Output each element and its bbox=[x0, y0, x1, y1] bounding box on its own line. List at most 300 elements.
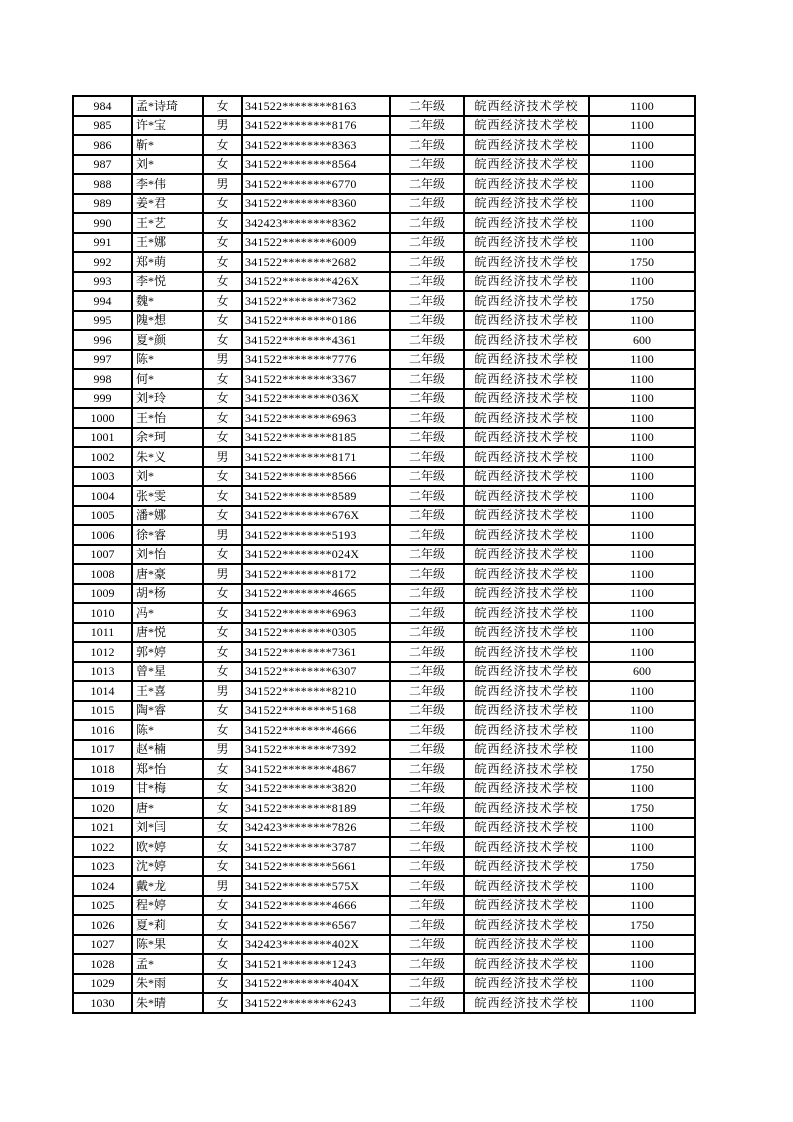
school-cell: 皖西经济技术学校 bbox=[464, 252, 589, 272]
school-cell: 皖西经济技术学校 bbox=[464, 525, 589, 545]
id-number-cell: 341522********4361 bbox=[242, 330, 390, 350]
gender-cell: 女 bbox=[203, 545, 242, 565]
grade-cell: 二年级 bbox=[390, 135, 464, 155]
amount-cell: 1100 bbox=[589, 974, 695, 994]
amount-cell: 1100 bbox=[589, 174, 695, 194]
grade-cell: 二年级 bbox=[390, 408, 464, 428]
gender-cell: 女 bbox=[203, 233, 242, 253]
gender-cell: 女 bbox=[203, 155, 242, 175]
gender-cell: 女 bbox=[203, 369, 242, 389]
amount-cell: 1100 bbox=[589, 584, 695, 604]
gender-cell: 女 bbox=[203, 642, 242, 662]
amount-cell: 1750 bbox=[589, 798, 695, 818]
table-row bbox=[73, 818, 695, 838]
grade-cell: 二年级 bbox=[390, 818, 464, 838]
grade-cell: 二年级 bbox=[390, 915, 464, 935]
gender-cell: 女 bbox=[203, 818, 242, 838]
name-cell: 甘*梅 bbox=[132, 779, 203, 799]
grade-cell: 二年级 bbox=[390, 311, 464, 331]
id-number-cell: 341522********8171 bbox=[242, 447, 390, 467]
amount-cell: 1100 bbox=[589, 155, 695, 175]
row-index-cell: 1016 bbox=[73, 720, 132, 740]
row-index-cell: 999 bbox=[73, 389, 132, 409]
gender-cell: 女 bbox=[203, 798, 242, 818]
row-index-cell: 988 bbox=[73, 174, 132, 194]
school-cell: 皖西经济技术学校 bbox=[464, 935, 589, 955]
name-cell: 王*娜 bbox=[132, 233, 203, 253]
school-cell: 皖西经济技术学校 bbox=[464, 662, 589, 682]
id-number-cell: 341522********7362 bbox=[242, 291, 390, 311]
table-row bbox=[73, 174, 695, 194]
name-cell: 郑*怡 bbox=[132, 759, 203, 779]
table-row bbox=[73, 330, 695, 350]
amount-cell: 1750 bbox=[589, 759, 695, 779]
amount-cell: 1100 bbox=[589, 272, 695, 292]
row-index-cell: 1007 bbox=[73, 545, 132, 565]
id-number-cell: 341522********6243 bbox=[242, 993, 390, 1013]
grade-cell: 二年级 bbox=[390, 194, 464, 214]
table-row bbox=[73, 720, 695, 740]
school-cell: 皖西经济技术学校 bbox=[464, 467, 589, 487]
table-row bbox=[73, 369, 695, 389]
school-cell: 皖西经济技术学校 bbox=[464, 155, 589, 175]
row-index-cell: 1019 bbox=[73, 779, 132, 799]
row-index-cell: 989 bbox=[73, 194, 132, 214]
name-cell: 夏*莉 bbox=[132, 915, 203, 935]
name-cell: 冯* bbox=[132, 603, 203, 623]
gender-cell: 男 bbox=[203, 525, 242, 545]
name-cell: 隗*想 bbox=[132, 311, 203, 331]
amount-cell: 1100 bbox=[589, 233, 695, 253]
gender-cell: 女 bbox=[203, 96, 242, 116]
id-number-cell: 341522********3820 bbox=[242, 779, 390, 799]
amount-cell: 1100 bbox=[589, 389, 695, 409]
name-cell: 唐*悦 bbox=[132, 623, 203, 643]
amount-cell: 1100 bbox=[589, 467, 695, 487]
gender-cell: 男 bbox=[203, 876, 242, 896]
grade-cell: 二年级 bbox=[390, 330, 464, 350]
id-number-cell: 341522********8163 bbox=[242, 96, 390, 116]
table-row bbox=[73, 311, 695, 331]
grade-cell: 二年级 bbox=[390, 486, 464, 506]
id-number-cell: 341522********6770 bbox=[242, 174, 390, 194]
grade-cell: 二年级 bbox=[390, 740, 464, 760]
id-number-cell: 341522********6009 bbox=[242, 233, 390, 253]
gender-cell: 女 bbox=[203, 701, 242, 721]
gender-cell: 女 bbox=[203, 486, 242, 506]
row-index-cell: 1026 bbox=[73, 915, 132, 935]
gender-cell: 男 bbox=[203, 740, 242, 760]
table-row bbox=[73, 467, 695, 487]
gender-cell: 女 bbox=[203, 720, 242, 740]
name-cell: 程*婷 bbox=[132, 896, 203, 916]
name-cell: 欧*婷 bbox=[132, 837, 203, 857]
school-cell: 皖西经济技术学校 bbox=[464, 350, 589, 370]
row-index-cell: 1022 bbox=[73, 837, 132, 857]
id-number-cell: 341522********8172 bbox=[242, 564, 390, 584]
row-index-cell: 992 bbox=[73, 252, 132, 272]
gender-cell: 女 bbox=[203, 428, 242, 448]
school-cell: 皖西经济技术学校 bbox=[464, 642, 589, 662]
name-cell: 李*伟 bbox=[132, 174, 203, 194]
grade-cell: 二年级 bbox=[390, 837, 464, 857]
gender-cell: 女 bbox=[203, 311, 242, 331]
id-number-cell: 341522********4666 bbox=[242, 896, 390, 916]
school-cell: 皖西经济技术学校 bbox=[464, 506, 589, 526]
table-row bbox=[73, 135, 695, 155]
grade-cell: 二年级 bbox=[390, 291, 464, 311]
row-index-cell: 998 bbox=[73, 369, 132, 389]
table-row bbox=[73, 954, 695, 974]
id-number-cell: 341522********036X bbox=[242, 389, 390, 409]
school-cell: 皖西经济技术学校 bbox=[464, 428, 589, 448]
id-number-cell: 341522********6963 bbox=[242, 603, 390, 623]
id-number-cell: 341522********3367 bbox=[242, 369, 390, 389]
grade-cell: 二年级 bbox=[390, 564, 464, 584]
school-cell: 皖西经济技术学校 bbox=[464, 798, 589, 818]
amount-cell: 1100 bbox=[589, 213, 695, 233]
row-index-cell: 1025 bbox=[73, 896, 132, 916]
school-cell: 皖西经济技术学校 bbox=[464, 486, 589, 506]
row-index-cell: 1003 bbox=[73, 467, 132, 487]
gender-cell: 女 bbox=[203, 603, 242, 623]
row-index-cell: 1011 bbox=[73, 623, 132, 643]
amount-cell: 1100 bbox=[589, 720, 695, 740]
name-cell: 郭*婷 bbox=[132, 642, 203, 662]
row-index-cell: 1018 bbox=[73, 759, 132, 779]
table-row bbox=[73, 213, 695, 233]
name-cell: 王*喜 bbox=[132, 681, 203, 701]
school-cell: 皖西经济技术学校 bbox=[464, 330, 589, 350]
row-index-cell: 1015 bbox=[73, 701, 132, 721]
grade-cell: 二年级 bbox=[390, 447, 464, 467]
id-number-cell: 341522********7392 bbox=[242, 740, 390, 760]
name-cell: 孟* bbox=[132, 954, 203, 974]
row-index-cell: 1004 bbox=[73, 486, 132, 506]
row-index-cell: 984 bbox=[73, 96, 132, 116]
school-cell: 皖西经济技术学校 bbox=[464, 389, 589, 409]
row-index-cell: 1006 bbox=[73, 525, 132, 545]
grade-cell: 二年级 bbox=[390, 155, 464, 175]
table-row bbox=[73, 428, 695, 448]
id-number-cell: 341522********0305 bbox=[242, 623, 390, 643]
gender-cell: 女 bbox=[203, 935, 242, 955]
gender-cell: 女 bbox=[203, 779, 242, 799]
gender-cell: 男 bbox=[203, 681, 242, 701]
name-cell: 靳* bbox=[132, 135, 203, 155]
name-cell: 戴*龙 bbox=[132, 876, 203, 896]
row-index-cell: 1013 bbox=[73, 662, 132, 682]
table-row bbox=[73, 759, 695, 779]
name-cell: 张*雯 bbox=[132, 486, 203, 506]
table-row bbox=[73, 857, 695, 877]
gender-cell: 女 bbox=[203, 993, 242, 1013]
amount-cell: 1100 bbox=[589, 116, 695, 136]
id-number-cell: 342423********8362 bbox=[242, 213, 390, 233]
row-index-cell: 1012 bbox=[73, 642, 132, 662]
name-cell: 陈* bbox=[132, 350, 203, 370]
name-cell: 赵*楠 bbox=[132, 740, 203, 760]
grade-cell: 二年级 bbox=[390, 876, 464, 896]
grade-cell: 二年级 bbox=[390, 681, 464, 701]
name-cell: 刘*玲 bbox=[132, 389, 203, 409]
amount-cell: 1100 bbox=[589, 545, 695, 565]
id-number-cell: 341522********426X bbox=[242, 272, 390, 292]
amount-cell: 1100 bbox=[589, 935, 695, 955]
school-cell: 皖西经济技术学校 bbox=[464, 545, 589, 565]
gender-cell: 女 bbox=[203, 837, 242, 857]
table-row bbox=[73, 564, 695, 584]
row-index-cell: 1024 bbox=[73, 876, 132, 896]
amount-cell: 1750 bbox=[589, 291, 695, 311]
school-cell: 皖西经济技术学校 bbox=[464, 213, 589, 233]
grade-cell: 二年级 bbox=[390, 720, 464, 740]
table-row bbox=[73, 623, 695, 643]
id-number-cell: 341522********6963 bbox=[242, 408, 390, 428]
name-cell: 唐* bbox=[132, 798, 203, 818]
grade-cell: 二年级 bbox=[390, 428, 464, 448]
table-row bbox=[73, 506, 695, 526]
id-number-cell: 341522********8210 bbox=[242, 681, 390, 701]
name-cell: 王*艺 bbox=[132, 213, 203, 233]
grade-cell: 二年级 bbox=[390, 389, 464, 409]
table-row bbox=[73, 447, 695, 467]
id-number-cell: 341522********5168 bbox=[242, 701, 390, 721]
school-cell: 皖西经济技术学校 bbox=[464, 272, 589, 292]
row-index-cell: 1000 bbox=[73, 408, 132, 428]
row-index-cell: 1001 bbox=[73, 428, 132, 448]
gender-cell: 女 bbox=[203, 584, 242, 604]
name-cell: 曾*星 bbox=[132, 662, 203, 682]
name-cell: 朱*义 bbox=[132, 447, 203, 467]
table-row bbox=[73, 603, 695, 623]
gender-cell: 女 bbox=[203, 759, 242, 779]
grade-cell: 二年级 bbox=[390, 233, 464, 253]
table-row bbox=[73, 408, 695, 428]
id-number-cell: 341522********8176 bbox=[242, 116, 390, 136]
grade-cell: 二年级 bbox=[390, 467, 464, 487]
grade-cell: 二年级 bbox=[390, 896, 464, 916]
name-cell: 夏*颜 bbox=[132, 330, 203, 350]
school-cell: 皖西经济技术学校 bbox=[464, 681, 589, 701]
grade-cell: 二年级 bbox=[390, 857, 464, 877]
amount-cell: 1100 bbox=[589, 954, 695, 974]
amount-cell: 1750 bbox=[589, 857, 695, 877]
id-number-cell: 341522********8363 bbox=[242, 135, 390, 155]
amount-cell: 1100 bbox=[589, 486, 695, 506]
grade-cell: 二年级 bbox=[390, 954, 464, 974]
id-number-cell: 341522********6307 bbox=[242, 662, 390, 682]
table-row bbox=[73, 779, 695, 799]
school-cell: 皖西经济技术学校 bbox=[464, 974, 589, 994]
row-index-cell: 997 bbox=[73, 350, 132, 370]
table-row bbox=[73, 350, 695, 370]
school-cell: 皖西经济技术学校 bbox=[464, 194, 589, 214]
grade-cell: 二年级 bbox=[390, 701, 464, 721]
id-number-cell: 341522********5193 bbox=[242, 525, 390, 545]
name-cell: 刘* bbox=[132, 467, 203, 487]
amount-cell: 1100 bbox=[589, 311, 695, 331]
grade-cell: 二年级 bbox=[390, 272, 464, 292]
name-cell: 胡*杨 bbox=[132, 584, 203, 604]
gender-cell: 男 bbox=[203, 350, 242, 370]
row-index-cell: 990 bbox=[73, 213, 132, 233]
id-number-cell: 341522********2682 bbox=[242, 252, 390, 272]
school-cell: 皖西经济技术学校 bbox=[464, 369, 589, 389]
amount-cell: 1100 bbox=[589, 428, 695, 448]
name-cell: 姜*君 bbox=[132, 194, 203, 214]
school-cell: 皖西经济技术学校 bbox=[464, 915, 589, 935]
school-cell: 皖西经济技术学校 bbox=[464, 603, 589, 623]
id-number-cell: 341522********5661 bbox=[242, 857, 390, 877]
row-index-cell: 1010 bbox=[73, 603, 132, 623]
amount-cell: 1100 bbox=[589, 408, 695, 428]
table-row bbox=[73, 389, 695, 409]
school-cell: 皖西经济技术学校 bbox=[464, 96, 589, 116]
name-cell: 陶*睿 bbox=[132, 701, 203, 721]
row-index-cell: 996 bbox=[73, 330, 132, 350]
table-row bbox=[73, 798, 695, 818]
student-table-body bbox=[73, 96, 695, 1013]
grade-cell: 二年级 bbox=[390, 623, 464, 643]
student-table bbox=[72, 95, 696, 1014]
row-index-cell: 1005 bbox=[73, 506, 132, 526]
amount-cell: 1100 bbox=[589, 701, 695, 721]
amount-cell: 1100 bbox=[589, 642, 695, 662]
amount-cell: 1100 bbox=[589, 506, 695, 526]
name-cell: 何* bbox=[132, 369, 203, 389]
id-number-cell: 341522********575X bbox=[242, 876, 390, 896]
table-row bbox=[73, 252, 695, 272]
gender-cell: 女 bbox=[203, 330, 242, 350]
amount-cell: 1100 bbox=[589, 779, 695, 799]
id-number-cell: 341522********404X bbox=[242, 974, 390, 994]
amount-cell: 1100 bbox=[589, 993, 695, 1013]
table-row bbox=[73, 740, 695, 760]
school-cell: 皖西经济技术学校 bbox=[464, 408, 589, 428]
table-row bbox=[73, 116, 695, 136]
gender-cell: 女 bbox=[203, 467, 242, 487]
gender-cell: 女 bbox=[203, 954, 242, 974]
id-number-cell: 341522********8189 bbox=[242, 798, 390, 818]
table-row bbox=[73, 896, 695, 916]
row-index-cell: 1029 bbox=[73, 974, 132, 994]
grade-cell: 二年级 bbox=[390, 779, 464, 799]
table-row bbox=[73, 642, 695, 662]
grade-cell: 二年级 bbox=[390, 662, 464, 682]
name-cell: 魏* bbox=[132, 291, 203, 311]
amount-cell: 1100 bbox=[589, 135, 695, 155]
school-cell: 皖西经济技术学校 bbox=[464, 291, 589, 311]
amount-cell: 1100 bbox=[589, 369, 695, 389]
name-cell: 朱*雨 bbox=[132, 974, 203, 994]
table-row bbox=[73, 915, 695, 935]
name-cell: 刘* bbox=[132, 155, 203, 175]
amount-cell: 1100 bbox=[589, 740, 695, 760]
grade-cell: 二年级 bbox=[390, 506, 464, 526]
row-index-cell: 1009 bbox=[73, 584, 132, 604]
school-cell: 皖西经济技术学校 bbox=[464, 116, 589, 136]
id-number-cell: 341522********8566 bbox=[242, 467, 390, 487]
id-number-cell: 341522********3787 bbox=[242, 837, 390, 857]
school-cell: 皖西经济技术学校 bbox=[464, 954, 589, 974]
amount-cell: 1100 bbox=[589, 681, 695, 701]
gender-cell: 女 bbox=[203, 272, 242, 292]
grade-cell: 二年级 bbox=[390, 369, 464, 389]
row-index-cell: 987 bbox=[73, 155, 132, 175]
name-cell: 王*怡 bbox=[132, 408, 203, 428]
gender-cell: 男 bbox=[203, 447, 242, 467]
name-cell: 郑*萌 bbox=[132, 252, 203, 272]
school-cell: 皖西经济技术学校 bbox=[464, 447, 589, 467]
gender-cell: 女 bbox=[203, 857, 242, 877]
id-number-cell: 341522********8589 bbox=[242, 486, 390, 506]
amount-cell: 1100 bbox=[589, 525, 695, 545]
name-cell: 许*宝 bbox=[132, 116, 203, 136]
id-number-cell: 341522********4666 bbox=[242, 720, 390, 740]
row-index-cell: 1020 bbox=[73, 798, 132, 818]
table-row bbox=[73, 974, 695, 994]
table-row bbox=[73, 525, 695, 545]
row-index-cell: 1017 bbox=[73, 740, 132, 760]
row-index-cell: 1002 bbox=[73, 447, 132, 467]
gender-cell: 女 bbox=[203, 506, 242, 526]
school-cell: 皖西经济技术学校 bbox=[464, 720, 589, 740]
amount-cell: 1100 bbox=[589, 896, 695, 916]
grade-cell: 二年级 bbox=[390, 759, 464, 779]
table-row bbox=[73, 876, 695, 896]
gender-cell: 女 bbox=[203, 896, 242, 916]
gender-cell: 女 bbox=[203, 389, 242, 409]
name-cell: 朱*晴 bbox=[132, 993, 203, 1013]
amount-cell: 1100 bbox=[589, 194, 695, 214]
table-row bbox=[73, 155, 695, 175]
grade-cell: 二年级 bbox=[390, 545, 464, 565]
school-cell: 皖西经济技术学校 bbox=[464, 837, 589, 857]
gender-cell: 男 bbox=[203, 174, 242, 194]
name-cell: 刘*怡 bbox=[132, 545, 203, 565]
amount-cell: 1100 bbox=[589, 876, 695, 896]
amount-cell: 1100 bbox=[589, 447, 695, 467]
amount-cell: 1750 bbox=[589, 915, 695, 935]
gender-cell: 女 bbox=[203, 194, 242, 214]
school-cell: 皖西经济技术学校 bbox=[464, 564, 589, 584]
gender-cell: 女 bbox=[203, 252, 242, 272]
grade-cell: 二年级 bbox=[390, 116, 464, 136]
amount-cell: 1100 bbox=[589, 96, 695, 116]
grade-cell: 二年级 bbox=[390, 96, 464, 116]
grade-cell: 二年级 bbox=[390, 642, 464, 662]
school-cell: 皖西经济技术学校 bbox=[464, 135, 589, 155]
table-row bbox=[73, 233, 695, 253]
row-index-cell: 1027 bbox=[73, 935, 132, 955]
table-row bbox=[73, 681, 695, 701]
table-row bbox=[73, 701, 695, 721]
school-cell: 皖西经济技术学校 bbox=[464, 993, 589, 1013]
grade-cell: 二年级 bbox=[390, 935, 464, 955]
school-cell: 皖西经济技术学校 bbox=[464, 584, 589, 604]
amount-cell: 600 bbox=[589, 662, 695, 682]
row-index-cell: 1028 bbox=[73, 954, 132, 974]
grade-cell: 二年级 bbox=[390, 993, 464, 1013]
table-row bbox=[73, 272, 695, 292]
table-row bbox=[73, 486, 695, 506]
gender-cell: 女 bbox=[203, 974, 242, 994]
school-cell: 皖西经济技术学校 bbox=[464, 740, 589, 760]
school-cell: 皖西经济技术学校 bbox=[464, 311, 589, 331]
id-number-cell: 341522********4665 bbox=[242, 584, 390, 604]
table-row bbox=[73, 584, 695, 604]
